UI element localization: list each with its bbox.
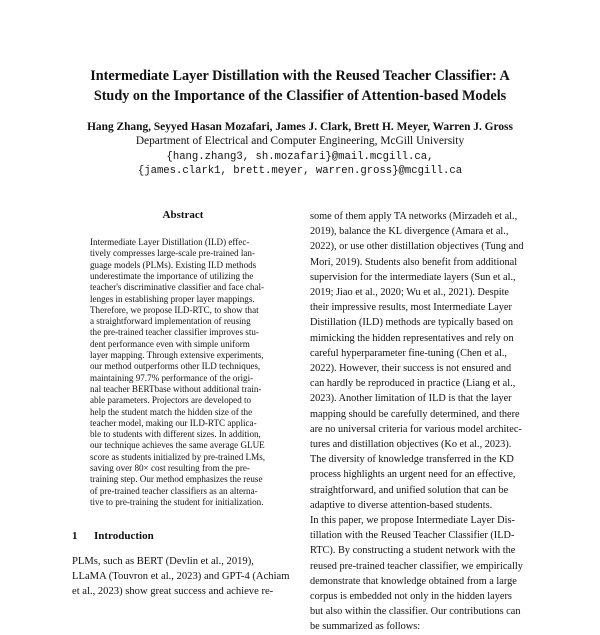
body-line: RTC). By constructing a student network with the [310, 545, 516, 557]
affiliation: Department of Electrical and Computer Engineering, McGill University [135, 135, 465, 147]
body-line: tures and distillation objectives (Ko et al., 2023). [310, 439, 512, 450]
body-line: Distillation (ILD) methods are typically based on [310, 317, 514, 329]
abstract-line: underestimate the importance of utilizing the [90, 270, 254, 281]
body-line: The diversity of knowledge transferred in the KD [310, 454, 514, 466]
abstract-line: our method outperforms other ILD techniques, [90, 361, 261, 372]
body-line: demonstrate that knowledge obtained from a large [310, 575, 517, 587]
body-line: mapping should be carefully determined, and there [310, 408, 520, 420]
section-heading-introduction [72, 530, 154, 542]
abstract-line: Therefore, we propose ILD-RTC, to show that [90, 304, 259, 315]
abstract-line: help the student match the hidden size of the [90, 406, 253, 417]
abstract-line: teacher model, making our ILD-RTC applica- [90, 417, 257, 428]
abstract-line: the pre-trained teacher classifier improves stu- [90, 327, 259, 338]
title-line-2: Study on the Importance of the Classifier of Attention-based Models [93, 88, 507, 104]
section-number: 1 [72, 530, 78, 542]
body-line: corpus is embedded not only in the hidden layers [310, 591, 512, 602]
abstract-heading: Abstract [162, 209, 204, 221]
body-line: 2019), balance the KL divergence (Amara et al., [310, 226, 509, 238]
body-line: adaptive to diverse attention-based students. [310, 499, 493, 511]
paper-title [40, 66, 560, 106]
abstract-line: training step. Our method emphasizes the reuse [90, 474, 263, 485]
abstract-line: maintaining 97.7% performance of the origi- [90, 372, 254, 383]
intro-line: PLMs, such as BERT (Devlin et al., 2019), [72, 556, 254, 567]
author-list: Hang Zhang, Seyyed Hasan Mozafari, James J. Clark, Brett H. Meyer, Warren J. Gross [87, 121, 513, 133]
abstract-line: tive to pre-training the student for initialization. [90, 496, 264, 507]
body-line: straightforward, and unified solution that can be [310, 484, 509, 496]
abstract-line: dent performance even with simple uniform [90, 338, 250, 349]
abstract-line: Intermediate Layer Distillation (ILD) effec- [90, 237, 250, 247]
body-line: but also within the classifier. Our contributions can [310, 606, 521, 618]
body-line: some of them apply TA networks (Mirzadeh et al., [310, 211, 518, 222]
body-line: 2022). However, their success is not ensured and [310, 363, 512, 374]
body-line: can hardly be reproduced in practice (Liang et al., [310, 378, 516, 390]
email-line-1: {hang.zhang3, sh.mozafari}@mail.mcgill.ca, [166, 151, 434, 163]
body-line: reused pre-trained teacher classifier, we empirically [310, 560, 523, 572]
email-line-2: {james.clark1, brett.meyer, warren.gross}@mcgill.ca [137, 165, 463, 177]
body-line: process highlights an urgent need for an effective, [310, 469, 516, 481]
abstract-line: score as students initialized by pre-trained LMs, [90, 451, 266, 462]
body-line: tillation with the Reused Teacher Classifier (ILD- [310, 530, 515, 542]
body-line: be summarized as follows: [310, 621, 421, 633]
abstract-line: nal teacher BERTbase without additional train- [90, 383, 262, 394]
body-line: their impressive results, most Intermediate Layer [310, 302, 512, 314]
abstract-line: a straightforward implementation of reusing [90, 316, 251, 327]
abstract-line: guage models (PLMs). Existing ILD methods [90, 259, 257, 270]
body-line: In this paper, we propose Intermediate Layer Dis- [310, 515, 515, 526]
body-line: careful hyperparameter fine-tuning (Chen et al., [310, 347, 507, 359]
section-title: Introduction [94, 530, 154, 542]
abstract-line: lenges in establishing proper layer mappings. [90, 293, 255, 304]
abstract-line: tively compresses large-scale pre-trained lan- [90, 248, 255, 259]
abstract-line: able parameters. Projectors are developed to [90, 395, 252, 406]
intro-line: LLaMA (Touvron et al., 2023) and GPT-4 (Achiam [72, 571, 290, 583]
body-line: Mori, 2019). Students also benefit from additional [310, 256, 518, 268]
title-line-1: Intermediate Layer Distillation with the Reused Teacher Classifier: A [90, 68, 510, 84]
body-line: are no universal criteria for various model architec- [310, 423, 522, 435]
body-line: 2019; Jiao et al., 2020; Wu et al., 2021). Despite [310, 287, 510, 298]
intro-line: et al., 2023) show great success and achieve re- [72, 586, 274, 598]
body-line: 2023). Another limitation of ILD is that the layer [310, 393, 512, 405]
abstract-line: teacher's discriminative classifier and face chal- [90, 282, 265, 293]
abstract-line: layer mapping. Through extensive experiments, [90, 350, 264, 360]
abstract-line: of pre-trained teacher classifiers as an alterna- [90, 485, 258, 496]
body-line: supervision for the intermediate layers (Sun et al., [310, 271, 516, 283]
abstract-line: saving over 80× cost resulting from the pre- [90, 463, 250, 473]
body-line: mimicking the hidden representatives and rely on [310, 332, 514, 344]
abstract-line: our technique achieves the same average GLUE [90, 440, 265, 451]
abstract-line: ble to students with different sizes. In addition, [90, 429, 261, 440]
body-line: 2022), or use other distillation objectives (Tung and [310, 241, 524, 253]
